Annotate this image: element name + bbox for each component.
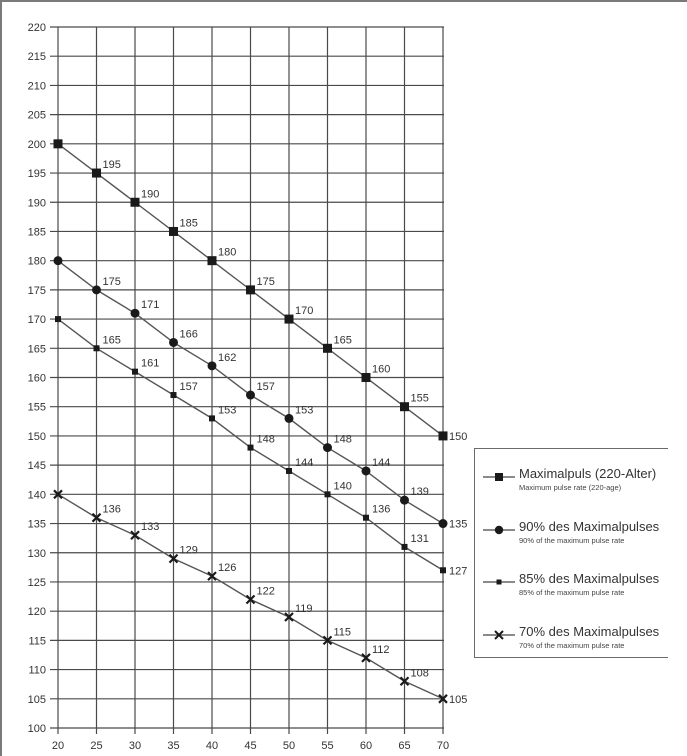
data-point-label: 166 — [179, 328, 198, 341]
data-point-label: 122 — [256, 585, 275, 598]
x-tick-label: 30 — [128, 740, 142, 752]
data-point-label: 144 — [372, 456, 391, 469]
data-point-label: 108 — [410, 667, 429, 680]
x-tick-label: 45 — [244, 740, 257, 752]
y-tick-label: 175 — [27, 284, 46, 297]
data-point-label: 129 — [179, 544, 198, 557]
y-tick-label: 100 — [27, 723, 46, 735]
small-square-marker-icon — [94, 345, 100, 351]
legend-item-85-percent — [483, 571, 669, 611]
y-tick-label: 195 — [27, 168, 46, 181]
series-small-square — [55, 316, 467, 577]
data-point-label: 161 — [141, 357, 160, 370]
small-square-marker-icon — [483, 575, 515, 589]
circle-marker-icon — [208, 361, 217, 370]
data-point-label: 175 — [256, 275, 275, 288]
data-point-label: 136 — [372, 503, 391, 516]
y-tick-label: 120 — [27, 606, 46, 619]
data-point-label: 165 — [102, 334, 121, 347]
data-point-label: 119 — [295, 603, 313, 616]
y-tick-label: 135 — [27, 518, 46, 531]
y-tick-label: 190 — [27, 197, 46, 210]
legend-title: 70% des Maximalpulses — [519, 624, 660, 639]
square-marker-icon — [92, 169, 101, 178]
small-square-marker-icon — [132, 369, 138, 375]
data-point-label: 148 — [256, 433, 275, 446]
series-x — [54, 490, 467, 705]
y-tick-label: 150 — [27, 430, 46, 443]
circle-marker-icon — [131, 309, 140, 318]
y-tick-label: 210 — [27, 80, 46, 93]
small-square-marker-icon — [402, 544, 408, 550]
data-point-label: 105 — [449, 693, 468, 706]
data-point-label: 136 — [102, 503, 121, 516]
legend-subtitle: 90% of the maximum pulse rate — [519, 536, 625, 545]
legend-subtitle: Maximum pulse rate (220-age) — [519, 483, 622, 492]
circle-marker-icon — [285, 414, 294, 423]
data-point-label: 148 — [333, 433, 352, 446]
circle-marker-icon — [362, 466, 371, 475]
data-point-label: 165 — [333, 334, 352, 347]
square-marker-icon — [54, 139, 63, 148]
small-square-marker-icon — [440, 567, 446, 573]
circle-marker-icon — [483, 523, 515, 537]
x-tick-label: 50 — [282, 740, 296, 752]
small-square-marker-icon — [286, 468, 292, 474]
x-tick-label: 40 — [205, 740, 219, 752]
square-marker-icon — [131, 198, 140, 207]
y-tick-label: 110 — [28, 664, 46, 677]
chart-legend — [474, 448, 668, 658]
y-tick-label: 105 — [27, 693, 46, 706]
x-tick-label: 55 — [321, 740, 334, 752]
y-axis-tick-labels — [28, 22, 46, 735]
small-square-marker-icon — [55, 316, 61, 322]
data-point-label: 190 — [141, 188, 160, 201]
x-axis-tick-labels — [52, 740, 449, 752]
x-marker-icon — [483, 628, 515, 642]
y-tick-label: 130 — [27, 547, 46, 560]
data-point-label: 157 — [179, 381, 198, 394]
y-tick-label: 170 — [27, 314, 46, 327]
y-tick-label: 115 — [28, 635, 46, 648]
y-tick-label: 220 — [27, 22, 46, 34]
chart-grid — [50, 27, 444, 734]
data-point-label: 139 — [410, 486, 429, 499]
small-square-marker-icon — [209, 415, 215, 421]
series-square — [54, 139, 468, 443]
circle-marker-icon — [439, 519, 448, 528]
data-point-label: 112 — [372, 643, 390, 656]
legend-item-70-percent — [483, 624, 669, 664]
data-point-label: 157 — [256, 381, 275, 394]
y-tick-label: 165 — [27, 343, 46, 356]
data-point-label: 140 — [333, 480, 352, 493]
data-point-label: 135 — [449, 518, 468, 531]
data-point-label: 171 — [141, 299, 160, 312]
square-marker-icon — [323, 344, 332, 353]
circle-marker-icon — [323, 443, 332, 452]
x-tick-label: 60 — [359, 740, 373, 752]
legend-subtitle: 70% of the maximum pulse rate — [519, 641, 625, 650]
square-marker-icon — [362, 373, 371, 382]
circle-marker-icon — [92, 285, 101, 294]
y-tick-label: 125 — [27, 576, 46, 589]
circle-marker-icon — [246, 391, 255, 400]
data-point-label: 131 — [410, 532, 429, 545]
x-tick-label: 25 — [90, 740, 103, 752]
legend-item-90-percent — [483, 519, 669, 559]
small-square-marker-icon — [363, 515, 369, 521]
y-tick-label: 215 — [27, 51, 46, 64]
data-point-label: 180 — [218, 246, 237, 259]
y-tick-label: 185 — [27, 226, 46, 239]
data-point-label: 150 — [449, 430, 468, 443]
y-tick-label: 200 — [27, 138, 46, 151]
data-point-label: 115 — [333, 626, 352, 639]
data-point-label: 155 — [410, 392, 429, 405]
y-tick-label: 205 — [27, 109, 46, 122]
data-point-label: 153 — [295, 404, 314, 417]
data-point-label: 195 — [102, 159, 121, 172]
square-marker-icon — [169, 227, 178, 236]
square-marker-icon — [483, 470, 515, 484]
x-tick-label: 35 — [167, 740, 180, 752]
legend-subtitle: 85% of the maximum pulse rate — [519, 588, 625, 597]
small-square-marker-icon — [171, 392, 177, 398]
x-tick-label: 65 — [398, 740, 411, 752]
data-point-label: 153 — [218, 404, 237, 417]
y-tick-label: 180 — [27, 255, 46, 268]
y-tick-label: 145 — [27, 460, 46, 473]
data-point-label: 160 — [372, 363, 391, 376]
square-marker-icon — [208, 256, 217, 265]
circle-marker-icon — [169, 338, 178, 347]
legend-title: 90% des Maximalpulses — [519, 519, 660, 534]
square-marker-icon — [439, 431, 448, 440]
square-marker-icon — [285, 315, 294, 324]
square-marker-icon — [400, 402, 409, 411]
small-square-marker-icon — [248, 445, 254, 451]
square-marker-icon — [246, 285, 255, 294]
circle-marker-icon — [54, 256, 63, 265]
data-point-label: 162 — [218, 351, 237, 364]
circle-marker-icon — [400, 496, 409, 505]
data-series — [54, 139, 468, 705]
y-tick-label: 160 — [27, 372, 46, 385]
small-square-marker-icon — [325, 491, 331, 497]
data-point-label: 126 — [218, 562, 237, 575]
y-tick-label: 155 — [27, 401, 46, 414]
legend-item-max-pulse — [483, 466, 669, 506]
legend-title: 85% des Maximalpulses — [519, 571, 660, 586]
x-tick-label: 70 — [436, 740, 450, 752]
data-point-label: 144 — [295, 456, 314, 469]
data-point-label: 175 — [102, 275, 121, 288]
legend-title: Maximalpuls (220-Alter) — [519, 466, 657, 481]
y-tick-label: 140 — [27, 489, 46, 502]
data-point-label: 170 — [295, 305, 314, 318]
data-point-label: 133 — [141, 521, 160, 534]
data-point-label: 185 — [179, 217, 198, 230]
data-point-label: 127 — [449, 565, 468, 578]
x-tick-label: 20 — [51, 740, 65, 752]
